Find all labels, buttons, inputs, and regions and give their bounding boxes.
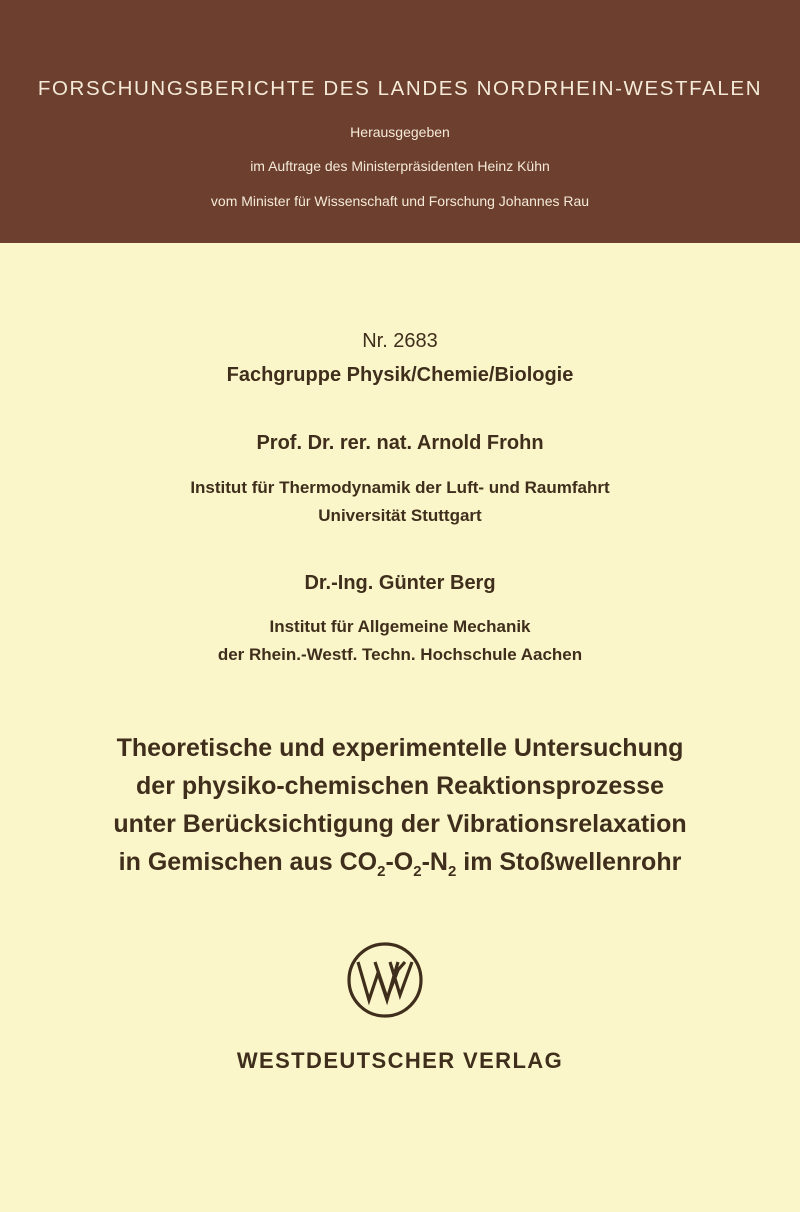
editor-line-herausgegeben: Herausgegeben [350, 124, 450, 140]
author-institution: Institut für Thermodynamik der Luft- und Raumfahrt [190, 478, 610, 497]
publisher-name: WESTDEUTSCHER VERLAG [236, 1048, 564, 1073]
title-line [0, 844, 800, 890]
title-text: im Stoßwellenrohr [456, 848, 682, 876]
subscript: 2 [413, 863, 422, 880]
title-text: -N [421, 848, 448, 876]
subscript: 2 [447, 863, 457, 880]
wv-circle-logo-icon [345, 940, 425, 1020]
editor-line-minister: vom Minister für Wissenschaft und Forschung Johannes Rau [210, 193, 590, 209]
author-name: Dr.-Ing. Günter Berg [304, 572, 496, 594]
fachgruppe: Fachgruppe Physik/Chemie/Biologie [226, 364, 574, 386]
title-text: in Gemischen aus CO [118, 848, 378, 876]
title-text: -O [385, 848, 414, 876]
subscript: 2 [377, 863, 386, 880]
author-institution: Universität Stuttgart [318, 506, 482, 525]
report-number: Nr. 2683 [362, 330, 438, 352]
author-institution: Institut für Allgemeine Mechanik [269, 617, 531, 636]
title-line: Theoretische und experimentelle Untersuchung [116, 734, 684, 762]
author-name: Prof. Dr. rer. nat. Arnold Frohn [256, 432, 544, 454]
title-line: unter Berücksichtigung der Vibrationsrelaxation [113, 810, 687, 838]
editor-line-ministerpraesident: im Auftrage des Ministerpräsidenten Heinz Kühn [250, 158, 550, 174]
header-band [0, 0, 800, 243]
series-title: FORSCHUNGSBERICHTE DES LANDES NORDRHEIN-WESTFALEN [37, 77, 763, 100]
title-line: der physiko-chemischen Reaktionsprozesse [136, 772, 664, 800]
author-institution: der Rhein.-Westf. Techn. Hochschule Aachen [217, 645, 583, 664]
